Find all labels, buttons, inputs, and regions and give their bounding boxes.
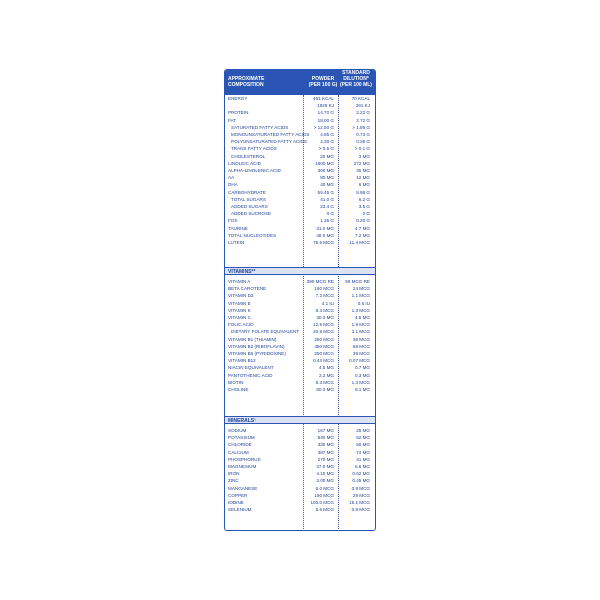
dilution-value: 59 MCG RE [345, 279, 370, 284]
table-row [225, 499, 375, 506]
dilution-value: 0.45 MG [352, 478, 370, 484]
nutrient-label: VITAMIN B12 [228, 358, 256, 364]
nutrient-label: FOLIC ACID [228, 322, 254, 328]
powder-value: 75.5 MCG [313, 240, 334, 245]
powder-value: 300 MG [317, 168, 334, 173]
powder-value: 2.2 MG [318, 372, 334, 378]
nutrient-label: CHOLESTEROL [231, 153, 266, 159]
table-row [225, 203, 375, 210]
dilution-value: 0.20 G [356, 218, 370, 224]
nutrient-label: PROTEIN [228, 110, 249, 116]
powder-value: 23.4 G [320, 204, 334, 209]
powder-value: 4.10 MG [316, 471, 334, 477]
table-row [225, 153, 375, 160]
dilution-value: 15.1 MCG [349, 500, 370, 505]
nutrient-label: ALPHA-LINOLENIC ACID [228, 168, 281, 173]
nutrient-label: VITAMIN B6 (PYRIDOXINE) [228, 351, 286, 356]
dilution-value: 0.3 MG [354, 372, 370, 378]
table-row [225, 427, 375, 434]
table-row [225, 477, 375, 484]
nutrient-label: ZINC [228, 478, 239, 484]
nutrient-label: SODIUM [228, 428, 247, 433]
dilution-value: 6 MG [358, 182, 370, 188]
dilution-value: 3 MG [358, 153, 370, 159]
nutrient-label: LINOLEIC ACID [228, 160, 261, 166]
dilution-value: 1.3 MCG [351, 379, 370, 385]
nutrient-label: VITAMIN E [228, 300, 251, 306]
nutrient-label: MANGANESE [228, 485, 258, 491]
header-composition: APPROXIMATE COMPOSITION [228, 76, 265, 88]
table-row [225, 343, 375, 350]
powder-value: 270 MG [317, 456, 334, 462]
table-row [225, 181, 375, 188]
nutrient-label: CHOLINE [228, 387, 249, 392]
powder-value: 390 MCG RE [306, 279, 334, 284]
nutrition-panel [224, 69, 376, 531]
powder-value: 5.6 MCG [315, 507, 334, 513]
dilution-value: 82 MG [356, 435, 370, 441]
dilution-value: 45 MG [356, 168, 370, 173]
powder-value: 60.0 MG [316, 387, 334, 392]
table-row [225, 300, 375, 307]
table-row [225, 167, 375, 174]
powder-value: 20.8 MCG [313, 329, 334, 335]
nutrient-label: POLYUNSATURATED FATTY ACIDS [231, 139, 307, 145]
powder-value: 14.70 G [317, 110, 334, 116]
nutrient-label: VITAMIN B2 (RIBOFLAVIN) [228, 343, 285, 349]
dilution-value: 24 MCG [352, 286, 370, 292]
nutrient-label: VITAMIN A [228, 279, 251, 284]
header-powder: POWDER (PER 100 G) [308, 76, 338, 88]
nutrient-label: COPPER [228, 492, 248, 498]
powder-value: 167 MG [317, 428, 334, 433]
table-row [225, 350, 375, 357]
powder-value: > 12.50 G [313, 124, 334, 130]
powder-value: 461 KCAL [313, 96, 334, 101]
table-row [225, 145, 375, 152]
powder-value: 18.00 G [317, 117, 334, 123]
dilution-value: 41 MG [356, 456, 370, 462]
dilution-value: > 0.1 G [354, 146, 370, 152]
powder-value: 59.45 G [317, 189, 334, 195]
table-row [225, 506, 375, 513]
dilution-value: 0.62 MG [352, 471, 370, 477]
table-row [225, 189, 375, 196]
table-row [225, 160, 375, 167]
nutrient-label: VITAMIN C [228, 315, 251, 320]
nutrient-label: LUTEIN [228, 240, 245, 245]
table-row [225, 232, 375, 239]
powder-value: 4.5 MG [318, 365, 334, 371]
powder-value: 330 MG [317, 442, 334, 448]
table-row [225, 292, 375, 299]
dilution-value: 291 KJ [355, 103, 370, 109]
table-row [225, 357, 375, 364]
table-row [225, 102, 375, 109]
table-row [225, 372, 375, 379]
table-row [225, 174, 375, 181]
dilution-value: 70 KCAL [351, 96, 370, 101]
table-row [225, 210, 375, 217]
powder-value: 80 MG [320, 175, 334, 181]
table-row [225, 124, 375, 131]
powder-value: 1800 MG [315, 160, 334, 166]
minerals-heading: MINERALS¹ [225, 416, 375, 424]
powder-value: 48.0 MG [316, 232, 334, 238]
nutrient-label: MONOUNSATURATED FATTY ACIDS [231, 132, 310, 137]
vitamins-heading: VITAMINS** [225, 267, 375, 275]
table-row [225, 95, 375, 102]
table-row [225, 379, 375, 386]
dilution-value: 8.98 G [356, 189, 370, 195]
powder-value: 1929 KJ [317, 103, 334, 109]
powder-value: 20 MG [320, 153, 334, 159]
dilution-value: 25 MG [356, 428, 370, 433]
table-row [225, 492, 375, 499]
dilution-value: 1.1 MCG [351, 293, 370, 299]
powder-value: 250 MCG [314, 336, 334, 342]
powder-value: 190 MCG [314, 492, 334, 498]
dilution-value: 5.6 MG [354, 464, 370, 469]
nutrient-label: VITAMIN D2 [228, 293, 254, 299]
powder-value: 40 MG [320, 182, 334, 188]
table-row [225, 485, 375, 492]
nutrient-label: CHLORIDE [228, 442, 252, 448]
nutrient-label: TOTAL SUGARS [231, 196, 266, 202]
header-dilution: STANDARD DILUTION* (PER 100 ML) [340, 70, 372, 88]
powder-value: 30.0 MG [316, 315, 334, 320]
table-row [225, 217, 375, 224]
dilution-value: 29 MCG [352, 492, 370, 498]
nutrient-label: IRON [228, 471, 240, 477]
dilution-value: 1.9 MCG [351, 322, 370, 328]
nutrient-label: FAT [228, 117, 237, 123]
nutrient-label: POTASSIUM [228, 435, 255, 441]
table-row [225, 131, 375, 138]
nutrient-label: AA [228, 175, 235, 181]
powder-value: 12.5 MCG [313, 322, 334, 328]
table-row [225, 463, 375, 470]
dilution-value: 272 MG [353, 160, 370, 166]
powder-value: 450 MCG [314, 343, 334, 349]
nutrient-label: DIETARY FOLATE EQUIVALENT [231, 329, 300, 335]
powder-value: 100.0 MCG [310, 500, 334, 505]
table-row [225, 449, 375, 456]
table-row [225, 109, 375, 116]
nutrient-label: BETA CAROTENE [228, 286, 267, 292]
dilution-value: 0.07 MCG [349, 358, 370, 364]
dilution-value: 0.6 IU [357, 300, 370, 306]
nutrient-label: TOTAL NUCLEOTIDES [228, 232, 277, 238]
table-row [225, 285, 375, 292]
powder-value: 37.0 MG [316, 464, 334, 469]
powder-value: 4.1 IU [321, 300, 334, 306]
table-row [225, 314, 375, 321]
powder-value: 487 MG [317, 449, 334, 455]
powder-value: 540 MG [317, 435, 334, 441]
dilution-value: 38 MCG [352, 351, 370, 356]
powder-value: 4.85 G [320, 132, 334, 137]
table-row [225, 328, 375, 335]
dilution-value: 74 MG [356, 449, 370, 455]
dilution-value: 7.2 MG [354, 232, 370, 238]
dilution-value: 2.22 G [356, 110, 370, 116]
nutrient-label: IODINE [228, 500, 244, 505]
dilution-value: > 1.89 G [352, 124, 370, 130]
dilution-value: 68 MCG [352, 343, 370, 349]
nutrient-label: NIACIN EQUIVALENT [228, 365, 274, 371]
table-row [225, 364, 375, 371]
powder-value: 8.3 MCG [315, 379, 334, 385]
dilution-value: 3.1 MCG [351, 329, 370, 335]
table-row [225, 196, 375, 203]
table-row [225, 336, 375, 343]
dilution-value: 0.73 G [356, 132, 370, 137]
powder-value: 7.2 MCG [315, 293, 334, 299]
dilution-value: 0 G [362, 211, 370, 217]
powder-value: 160 MCG [314, 286, 334, 292]
powder-value: 2.30 G [320, 139, 334, 145]
nutrient-label: VITAMIN K [228, 307, 251, 313]
dilution-value: 2.72 G [356, 117, 370, 123]
nutrient-label: ENERGY [228, 96, 248, 101]
nutrient-label: CARBOHYDRATE [228, 189, 266, 195]
powder-value: > 0.5 G [318, 146, 334, 152]
dilution-value: 0.35 G [356, 139, 370, 145]
dilution-value: 4.5 MG [354, 315, 370, 320]
powder-value: 3.00 MG [316, 478, 334, 484]
table-row [225, 441, 375, 448]
nutrient-label: TRANS FATTY ACIDS [231, 146, 277, 152]
powder-value: 8.3 MCG [315, 307, 334, 313]
dilution-value: 6.2 G [358, 196, 370, 202]
table-row [225, 138, 375, 145]
dilution-value: 1.3 MCG [351, 307, 370, 313]
table-row [225, 117, 375, 124]
powder-value: 0.44 MCG [313, 358, 334, 364]
powder-value: 0 G [326, 211, 334, 217]
nutrient-label: ADDED SUCROSE [231, 211, 272, 217]
dilution-value: 0.9 MCG [351, 485, 370, 491]
nutrient-label: PANTOTHENIC ACID [228, 372, 273, 378]
powder-value: 31.0 MG [316, 225, 334, 231]
nutrient-label: DHA [228, 182, 238, 188]
powder-value: 41.0 G [320, 196, 334, 202]
nutrient-label: TAURINE [228, 225, 248, 231]
powder-value: 250 MCG [314, 351, 334, 356]
dilution-value: 0.8 MCG [351, 507, 370, 513]
nutrient-label: CALCIUM [228, 449, 249, 455]
table-row [225, 278, 375, 285]
dilution-value: 9.1 MG [354, 387, 370, 392]
table-row [225, 456, 375, 463]
dilution-value: 11.4 MCG [349, 240, 370, 245]
table-row [225, 434, 375, 441]
table-row [225, 225, 375, 232]
table-row [225, 470, 375, 477]
table-row [225, 321, 375, 328]
table-row [225, 386, 375, 393]
dilution-value: 0.7 MG [354, 365, 370, 371]
table-header [225, 70, 375, 95]
dilution-value: 12 MG [356, 175, 370, 181]
table-row [225, 307, 375, 314]
nutrient-label: SATURATED FATTY ACIDS [231, 124, 289, 130]
dilution-value: 4.7 MG [354, 225, 370, 231]
powder-value: 6.0 MCG [315, 485, 334, 491]
nutrient-label: BIOTIN [228, 379, 244, 385]
nutrient-label: SELENIUM [228, 507, 252, 513]
dilution-value: 3.5 G [358, 204, 370, 209]
powder-value: 1.35 G [320, 218, 334, 224]
nutrient-label: ADDED SUGARS [231, 204, 268, 209]
nutrient-label: VITAMIN B1 (THIAMIN) [228, 336, 277, 342]
nutrient-label: FOS [228, 218, 238, 224]
nutrient-label: PHOSPHORUS [228, 456, 261, 462]
nutrient-label: MAGNESIUM [228, 464, 257, 469]
dilution-value: 38 MCG [352, 336, 370, 342]
table-row [225, 239, 375, 246]
dilution-value: 50 MG [356, 442, 370, 448]
